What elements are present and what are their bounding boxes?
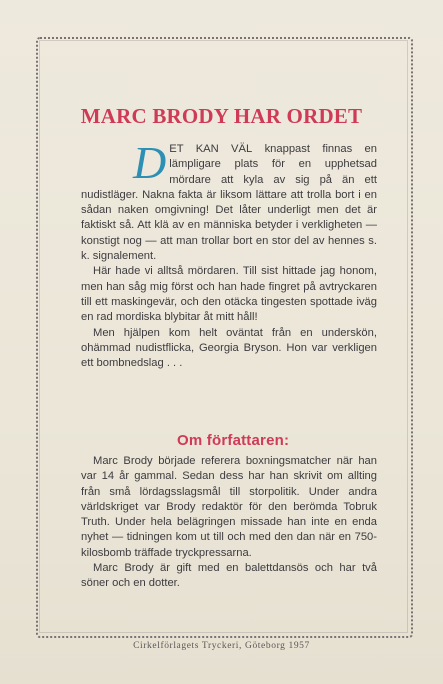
author-paragraph-2: Marc Brody är gift med en balettdansös och har två söner och en dotter.	[81, 562, 377, 590]
intro-text	[81, 137, 377, 371]
author-section-heading: Om författaren:	[177, 432, 290, 449]
intro-paragraph-2: Här hade vi alltså mördaren. Till sist hittade jag honom, men han såg mig först och han hade fingret på avtryckaren till ett maskingevär, och den otäcka tingesten spottade iväg en rad mordiska blybitar åt mitt håll!	[81, 265, 377, 324]
author-paragraph-1: Marc Brody började referera boxningsmatcher när han var 14 år gammal. Sedan dess har han skrivit om allting från små lördagsslagsmål till storpolitik. Under andra världskriget var Brody redaktör för den berömda Tobruk Truth. Under hela belägringen missade han inte en enda nyhet — tidningen kom ut till och med den dan när en 750-kilosbomb träffade tryckpressarna.	[81, 455, 377, 559]
intro-first-words: ET KAN VÄL	[169, 143, 253, 155]
intro-paragraph-3: Men hjälpen kom helt oväntat från en underskön, ohämmad nudistflicka, Georgia Bryson. Hon var verkligen ett bombnedslag . . .	[81, 326, 377, 370]
page-title: MARC BRODY HAR ORDET	[80, 104, 363, 128]
printer-imprint: Cirkelförlagets Tryckeri, Göteborg 1957	[133, 641, 310, 651]
drop-cap: D	[133, 137, 167, 188]
intro-paragraph-1-text: knappast finnas en lämpligare plats för en upphetsad mördare att kyla av sig på än ett nudistläger. Nakna fakta är liksom lättare att trolla bort i en sådan naken omgivning! Det låter underligt men det är faktiskt så. Att klä av en människa betyder i verkligheten — konstigt nog — att man trollar bort en stor del av hennes s. k. signalement.	[81, 143, 377, 263]
intro-paragraph-1	[81, 137, 377, 264]
author-text	[81, 454, 377, 592]
